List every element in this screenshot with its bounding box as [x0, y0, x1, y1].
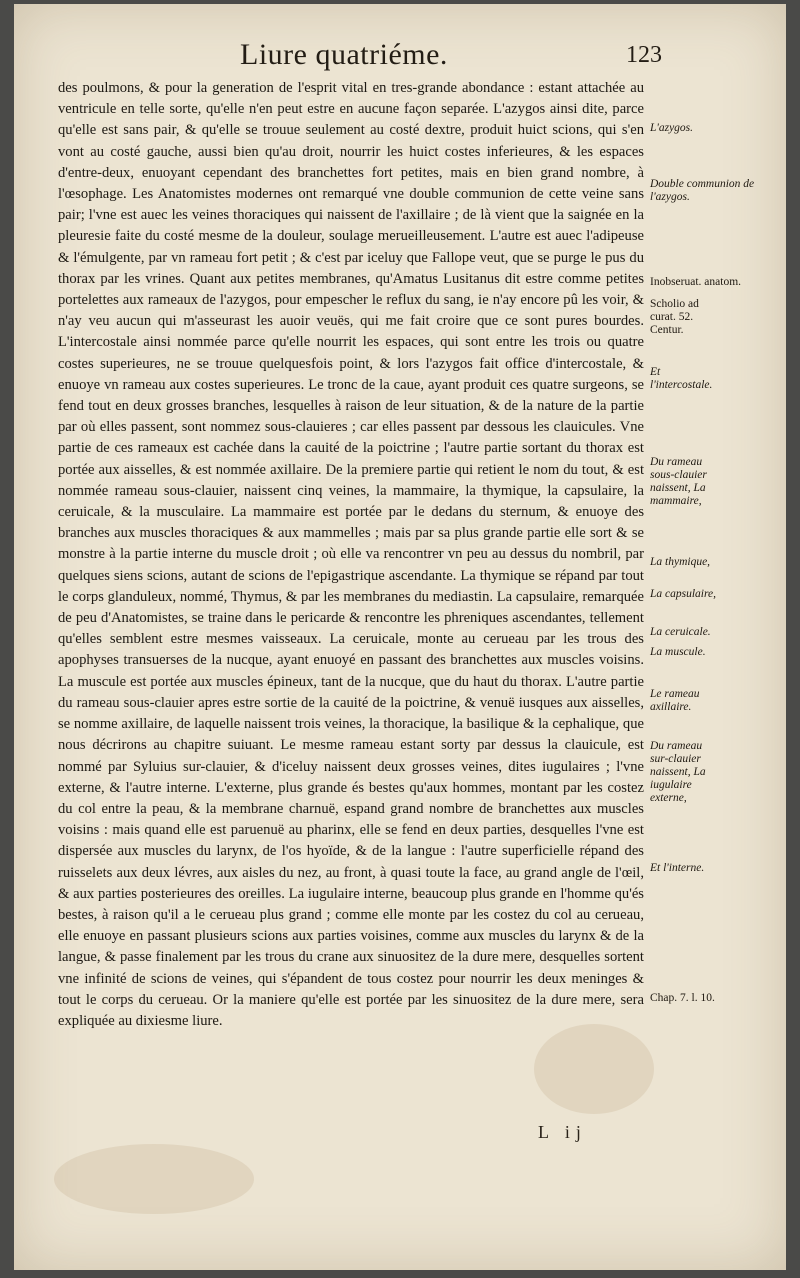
- paper-stain: [534, 1024, 654, 1114]
- body-paragraph: des poulmons, & pour la generation de l'esprit vital en tres-grande abondance : estant attachée au ventricule en telle sorte, qu'elle n'en peut estre en aucune façon separée. L'azygos ainsi dite, parce qu'elle est sans pair, & qu'elle se trouue seulement au costé dextre, produit huict scions, qui s'en vont au costé gauche, aussi bien qu'au droit, nourrir les huict costes inferieures, & les espaces d'entre-deux, enuoyant cependant des branchettes fort petites, mais en bien grand nombre, à l'œsophage. Les Anatomistes modernes ont remarqué vne double communion de cette veine sans pair; l'vne est auec les veines thoraciques qui naissent de l'axillaire ; de là vient que la saignée en la pleuresie faite du costé mesme de la douleur, soulage merueilleusement. L'autre est auec l'adipeuse & l'émulgente, par vn rameau fort petit ; & c'est par iceluy que Fallope veut, que se purge le pus du thorax par les vrines. Quant aux petites membranes, qu'Amatus Lusitanus dit estre comme petites portelettes aux rameaux de l'azygos, pour empescher le reflux du sang, ie n'ay encore pû les voir, & n'ay veu aucun qui m'asseurast les auoir veuës, qui me fait croire que ce sont pures bourdes. L'intercostale ainsi nommée parce qu'elle nourrit les espaces, qui sont entre les trois ou quatre costes superieures, ne se trouue quelquesfois point, & lors l'azygos fait office d'intercostale, & enuoye vn rameau aux costes superieures. Le tronc de la caue, ayant produit ces quatre surgeons, se fend tout en deux grosses branches, lesquelles à raison de leur situation, & de la nature de la partie par où elles passent, sont nommez sous-clauieres ; car elles passent par dessous les clauicules. Vne partie de ces rameaux est cachée dans la cauité de la poictrine ; l'autre partie sortant du thorax est portée aux aisselles, & est nommée axillaire. De la premiere partie qui retient le nom du tout, & est nommée rameau sous-clauier, naissent cinq veines, la mammaire, la thymique, la capsulaire, la ceruicale, & la musculaire. La mammaire est portée par le dedans du sternum, & enuoye des branches aux muscles thoraciques & aux mammelles ; mais par sa plus grande partie elle sort & se monstre à la partie interne du muscle droit ; où elle va rencontrer vn peu au dessus du nombril, par quelques siens scions, autant de scions de l'epigastrique ascendante. La thymique se répand par tout le corps glanduleux, nommé, Thymus, & par les membranes du mediastin. La capsulaire, remarquée de peu d'Anatomistes, se traine dans le pericarde & rencontre les phreniques ascendantes, tellement qu'elles semblent estre mesmes vaisseaux. La ceruicale, monte au cerueau par les trous des apophyses transuerses de la nucque, ayant enuoyé en passant des branchettes aux muscles voisins. La muscule est portée aux muscles épineux, tant de la nucque, que du haut du thorax. L'autre partie du rameau sous-clauier apres estre sortie de la cauité de la poictrine, & venuë iusques aux aisselles, se nomme axillaire, de laquelle naissent trois veines, la thoracique, la basilique & la cephalique, que nous décrirons au chapitre suiuant. Le mesme rameau estant sorty par dessus la clauicule, est nommé par Syluius sur-clauier, & d'iceluy naissent deux grosses veines, dites iugulaires ; l'vne externe, & l'autre interne. L'externe, plus grande és bestes qu'aux hommes, montant par les costez du col entre la peau, & la membrane charnuë, espand grand nombre de branchettes aux muscles voisins : mais quand elle est paruenuë au pharinx, elle se fend en deux parties, desquelles l'vne est dispersée aux muscles du larynx, de l'os hyoïde, & de la langue : l'autre superficielle répand des ruisselets aux deux lévres, aux aisles du nez, au front, à quasi toute la face, au grand angle de l'œil, & aux parties posterieures des oreilles. La iugulaire interne, beaucoup plus grande en l'homme qu'és bestes, à raison qu'il a le cerueau plus grand ; comme elle monte par les costez du col au cerueau, elle enuoye en passant plusieurs scions aux parties voisines, comme aux muscles du larynx & de la langue, & passe finalement par les trous du crane aux sinuositez de la dure mere, desquelles sortent vne infinité de scions de veines, qui s'épandent de tous costez pour nourrir les deux meninges & tout le corps du cerueau. Or la maniere qu'elle est portée par les sinuositez de la dure mere, sera expliquée au dixiesme liure.: [58, 80, 644, 1029]
- main-text-column: [58, 78, 644, 1032]
- book-page: [14, 4, 786, 1270]
- margin-note: Et l'intercostale.: [650, 366, 713, 391]
- margin-note: Le rameau axillaire.: [650, 688, 700, 713]
- page-number: 123: [626, 42, 662, 68]
- margin-note: L'azygos.: [650, 122, 694, 134]
- signature-mark: L ij: [538, 1122, 587, 1142]
- margin-note: Scholio ad curat. 52. Centur.: [650, 298, 699, 336]
- margin-note: Double communion de l'azygos.: [650, 178, 755, 203]
- margin-note: La capsulaire,: [650, 588, 717, 600]
- page-header: [14, 38, 786, 78]
- margin-note: Du rameau sous-clauier naissent, La mammaire,: [650, 456, 707, 507]
- margin-note: La muscule.: [650, 646, 706, 658]
- paper-stain: [54, 1144, 254, 1214]
- margin-note: Et l'interne.: [650, 862, 705, 874]
- margin-note: Inobseruat. anatom.: [650, 276, 742, 288]
- running-title: Liure quatriéme.: [240, 38, 448, 71]
- margin-note: Du rameau sur-clauier naissent, La iugulaire externe,: [650, 740, 706, 804]
- margin-note: La ceruicale.: [650, 626, 711, 638]
- margin-note: La thymique,: [650, 556, 711, 568]
- margin-note: Chap. 7. l. 10.: [650, 992, 715, 1004]
